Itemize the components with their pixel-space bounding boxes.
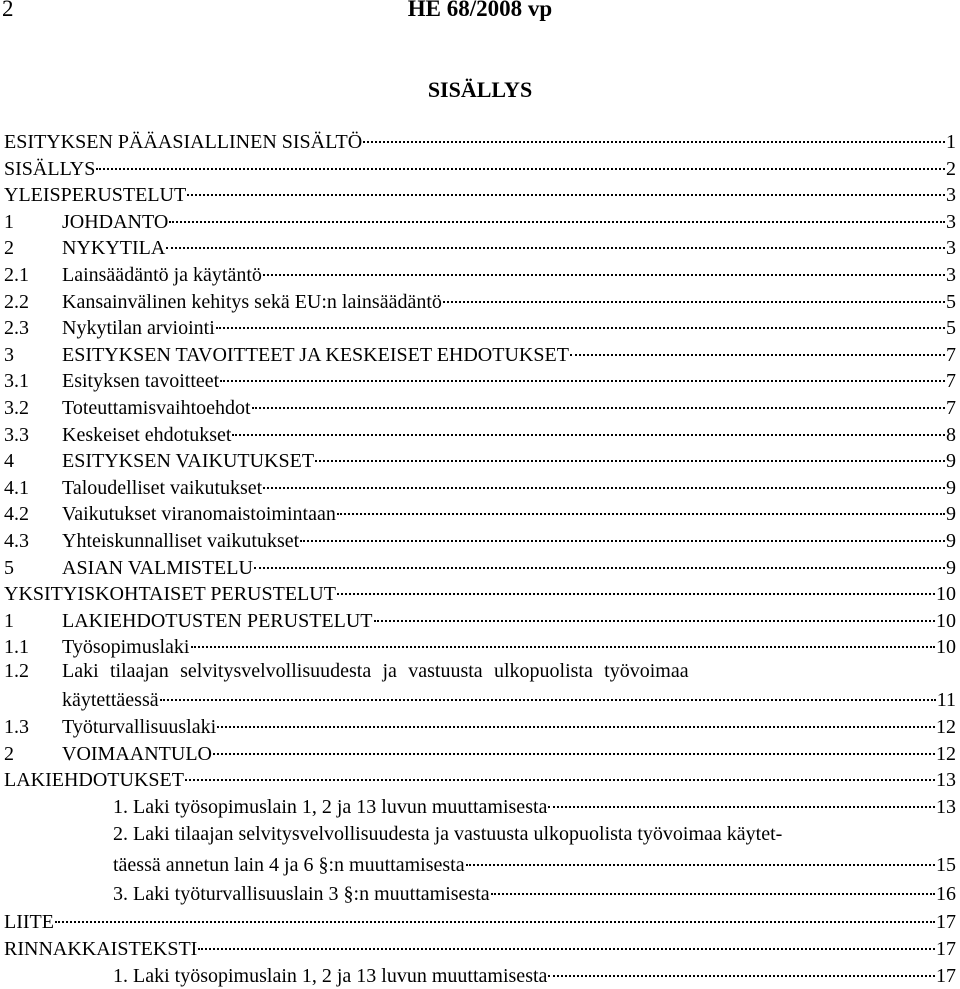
dot-leader: [548, 955, 935, 977]
toc-entry-number: 2.1: [4, 263, 29, 286]
toc-title: [0, 77, 960, 103]
toc-entry-number: 4.1: [4, 476, 29, 499]
dot-leader: [217, 706, 935, 728]
toc-entry-page: 3: [946, 237, 956, 260]
toc-entry-number: 3.2: [4, 396, 29, 419]
toc-entry-page: 13: [936, 795, 956, 818]
dot-leader: [374, 600, 935, 622]
toc-entry-page: 11: [936, 689, 956, 712]
toc-entry-number: 2.3: [4, 317, 29, 340]
toc-entry-page: 13: [936, 769, 956, 792]
toc-entry-label: LAKIEHDOTUSTEN PERUSTELUT: [62, 609, 373, 632]
dot-leader: [300, 520, 945, 542]
toc-entry-label: YKSITYISKOHTAISET PERUSTELUT: [4, 583, 336, 606]
toc-entry-number: 2: [4, 742, 14, 765]
toc-entry[interactable]: [4, 631, 956, 658]
toc-entry-label: Vaikutukset viranomaistoimintaan: [62, 503, 336, 526]
toc-entry-page: 12: [936, 742, 956, 765]
toc-entry-label: LAKIEHDOTUKSET: [4, 769, 184, 792]
toc-entry-label: Kansainvälinen kehitys sekä EU:n lainsäädäntö: [62, 290, 442, 313]
toc-entry-page: 17: [936, 911, 956, 934]
toc-entry-number: 1.1: [4, 636, 29, 659]
toc-entry-label-line2: täessä annetun lain 4 ja 6 §:n muuttamisesta: [113, 854, 465, 877]
toc-entry-page: 16: [936, 882, 956, 905]
toc-entry-number: 1: [4, 609, 14, 632]
dot-leader: [169, 201, 945, 223]
toc-entry-number: 4: [4, 450, 14, 473]
toc-entry-page: 1: [946, 131, 956, 153]
dot-leader: [213, 733, 935, 755]
toc-entry-number: 1.3: [4, 716, 29, 739]
toc-entry-page: 3: [946, 263, 956, 286]
dot-leader: [191, 626, 936, 648]
toc-entry-label: JOHDANTO: [62, 210, 169, 233]
dot-leader: [491, 873, 935, 895]
toc-entry-page: 5: [946, 317, 956, 340]
toc-entry-label: Keskeiset ehdotukset: [62, 423, 232, 446]
toc-entry-label-line2: käytettäessä: [62, 689, 159, 712]
toc-entry-page: 2: [946, 157, 956, 180]
toc-entry-page: 5: [946, 290, 956, 313]
dot-leader: [263, 254, 945, 276]
toc-entry-page: 9: [946, 476, 956, 499]
dot-leader: [220, 360, 945, 382]
dot-leader: [466, 844, 935, 866]
toc-entry-label: LIITE: [4, 911, 54, 934]
dot-leader: [216, 307, 945, 329]
toc-entry-page: 7: [946, 396, 956, 419]
toc-entry-label: ESITYKSEN PÄÄASIALLINEN SISÄLTÖ: [4, 131, 363, 153]
toc-entry-page: 15: [936, 854, 956, 877]
toc-entry-label: 1. Laki työsopimuslain 1, 2 ja 13 luvun muuttamisesta: [113, 795, 548, 818]
toc-entry-label: 1. Laki työsopimuslain 1, 2 ja 13 luvun muuttamisesta: [113, 964, 548, 987]
toc-entry-page: 7: [946, 370, 956, 393]
toc-entry-page: 17: [936, 964, 956, 987]
page-number: 2: [2, 0, 14, 21]
toc-entry-label: Taloudelliset vaikutukset: [62, 476, 263, 499]
toc-entry-label: Yhteiskunnalliset vaikutukset: [62, 529, 300, 552]
toc-entry-page: 9: [946, 529, 956, 552]
dot-leader: [548, 786, 935, 808]
toc-law-entry[interactable]: [4, 960, 956, 987]
toc-entry-label: ESITYKSEN TAVOITTEET JA KESKEISET EHDOTUKSET: [62, 343, 569, 366]
dot-leader: [337, 573, 935, 595]
dot-leader: [185, 759, 935, 781]
dot-leader: [55, 901, 935, 923]
toc-entry-number: 2.2: [4, 290, 29, 313]
toc-entry-page: 7: [946, 343, 956, 366]
toc-entry-page: 9: [946, 503, 956, 526]
dot-leader: [443, 281, 945, 303]
dot-leader: [96, 148, 945, 170]
dot-leader: [570, 334, 945, 356]
toc-entry-label: Esityksen tavoitteet: [62, 370, 220, 393]
toc-entry-label: Työsopimuslaki: [62, 636, 190, 659]
toc-entry-label-line1: 2. Laki tilaajan selvitysvelvollisuudesta ja vastuusta ulkopuolista työvoimaa käytet-: [113, 823, 783, 846]
dot-leader: [187, 174, 945, 196]
dot-leader: [315, 440, 945, 462]
toc-entry-number: 2: [4, 237, 14, 260]
toc-law-entry[interactable]: [4, 819, 956, 878]
dot-leader: [160, 679, 936, 701]
dot-leader: [198, 928, 935, 950]
toc-entry-label: VOIMAANTULO: [62, 742, 212, 765]
toc-entry-page: 12: [936, 716, 956, 739]
toc-entry-label: ASIAN VALMISTELU: [62, 556, 253, 579]
dot-leader: [263, 467, 945, 489]
toc-entry-label: YLEISPERUSTELUT: [4, 184, 187, 207]
toc-entry-label: RINNAKKAISTEKSTI: [4, 937, 198, 960]
dot-leader: [363, 121, 945, 143]
toc-entry-number: 4.2: [4, 503, 29, 526]
toc-entry-number: 1.2: [4, 659, 29, 682]
toc-entry-label-line1: Laki tilaajan selvitysvelvollisuudesta ja vastuusta ulkopuolista työvoimaa: [62, 659, 689, 682]
toc-entry-number: 3: [4, 343, 14, 366]
toc-entry-label: Lainsäädäntö ja käytäntö: [62, 263, 262, 286]
toc-title-text: SISÄLLYS: [427, 77, 533, 102]
toc-entry-page: 17: [936, 937, 956, 960]
toc-law-entry[interactable]: [4, 791, 956, 820]
toc-entry-wrapped-label: [113, 819, 956, 878]
dot-leader: [254, 547, 945, 569]
toc-entry-label: ESITYKSEN VAIKUTUKSET: [62, 450, 315, 473]
toc-entry-label: SISÄLLYS: [4, 157, 96, 180]
toc-entry-number: 4.3: [4, 529, 29, 552]
toc-entry-page: 8: [946, 423, 956, 446]
toc-entry-page: 10: [936, 609, 956, 632]
toc-entry-page: 3: [946, 210, 956, 233]
dot-leader: [166, 227, 945, 249]
toc-entry-number: 5: [4, 556, 14, 579]
toc-entry-label: Toteuttamisvaihtoehdot: [62, 396, 251, 419]
toc-entry-label: Työturvallisuuslaki: [62, 716, 217, 739]
dot-leader: [232, 414, 945, 436]
toc-entry-wrapped-label: [62, 658, 956, 711]
table-of-contents: [4, 126, 956, 986]
document-id: HE 68/2008 vp: [407, 0, 553, 21]
toc-entry-number: 1: [4, 210, 14, 233]
toc-entry-label: NYKYTILA: [62, 237, 166, 260]
toc-entry-page: 9: [946, 556, 956, 579]
toc-entry-number: 3.1: [4, 370, 29, 393]
toc-entry-number: 3.3: [4, 423, 29, 446]
toc-entry-page: 10: [936, 636, 956, 659]
toc-entry-label: 3. Laki työturvallisuuslain 3 §:n muuttamisesta: [113, 882, 490, 905]
dot-leader: [252, 387, 945, 409]
dot-leader: [337, 493, 945, 515]
toc-entry-page: 9: [946, 450, 956, 473]
toc-entry-page: 3: [946, 184, 956, 207]
toc-entry[interactable]: [4, 658, 956, 711]
toc-entry-label: Nykytilan arviointi: [62, 317, 215, 340]
toc-entry-page: 10: [936, 583, 956, 606]
